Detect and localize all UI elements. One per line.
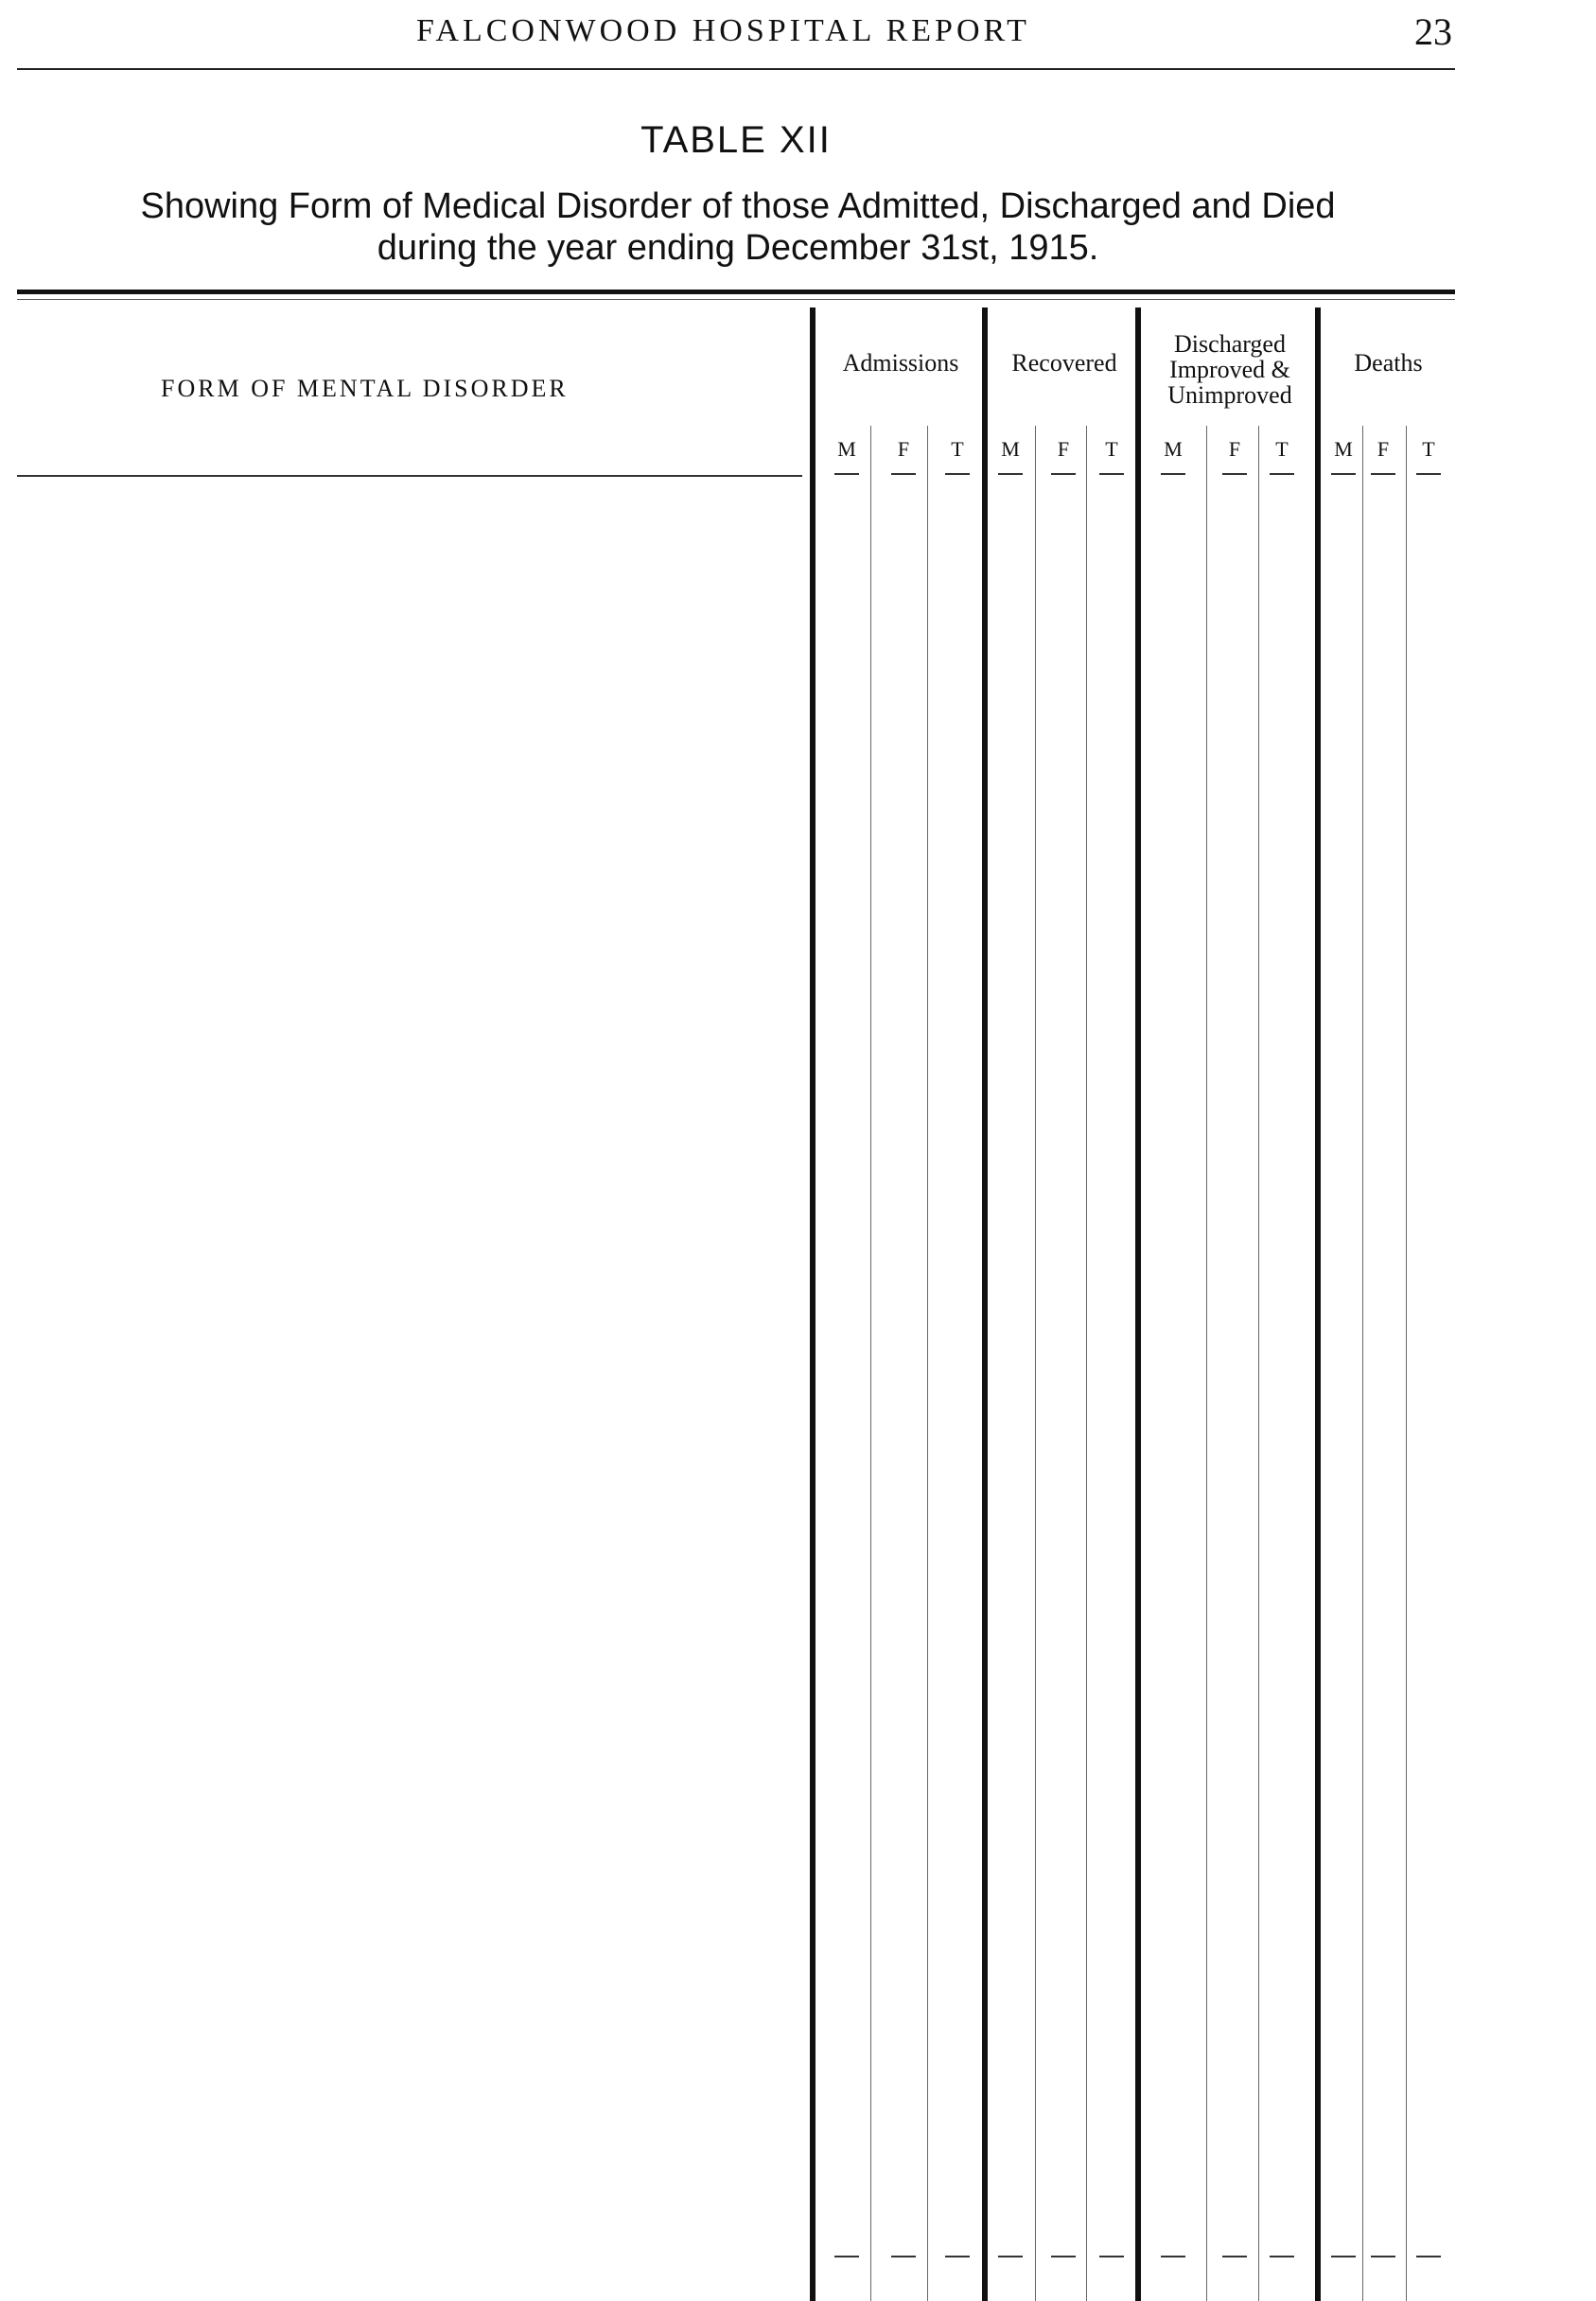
subhead-dash — [1099, 473, 1124, 475]
column-group-rec — [989, 350, 1140, 376]
subhead-m: M — [1164, 437, 1183, 461]
total-rule — [945, 2256, 970, 2257]
total-rule — [891, 2256, 916, 2257]
running-head: FALCONWOOD HOSPITAL REPORT — [416, 13, 1030, 48]
subhead-dash — [1331, 473, 1356, 475]
header-rule — [17, 68, 1455, 70]
total-rule — [834, 2256, 859, 2257]
column-rule — [1135, 307, 1141, 2301]
total-rule — [1051, 2256, 1076, 2257]
caption-line-1: Showing Form of Medical Disorder of those Admitted, Discharged and Died — [140, 186, 1336, 226]
column-group-label-line: Recovered — [1011, 349, 1117, 377]
total-rule — [1099, 2256, 1124, 2257]
subhead-dash — [834, 473, 859, 475]
subhead-f: F — [1228, 437, 1241, 461]
caption-line-2: during the year ending December 31st, 1915. — [377, 228, 1099, 268]
total-rule — [998, 2256, 1023, 2257]
column-rule — [810, 307, 816, 2301]
subhead-t: T — [1105, 437, 1118, 461]
subhead-dash — [945, 473, 970, 475]
column-group-dis — [1140, 331, 1320, 408]
subhead-dash — [891, 473, 916, 475]
column-rule — [870, 426, 871, 2301]
subhead-dash — [998, 473, 1023, 475]
form-of-mental-disorder-heading: FORM OF MENTAL DISORDER — [161, 375, 569, 402]
table-title: TABLE XII — [640, 119, 832, 161]
subhead-dash — [1051, 473, 1076, 475]
column-group-label-line: Discharged — [1174, 330, 1286, 358]
column-rule — [1206, 426, 1207, 2301]
subhead-t: T — [1422, 437, 1435, 461]
column-group-label-line: Improved & — [1169, 356, 1290, 383]
subhead-m: M — [1334, 437, 1353, 461]
subhead-f: F — [1057, 437, 1070, 461]
total-rule — [1222, 2256, 1247, 2257]
total-rule — [1416, 2256, 1441, 2257]
subhead-dash — [1270, 473, 1294, 475]
column-rule — [1362, 426, 1363, 2301]
column-group-dth — [1320, 350, 1457, 376]
column-rule — [982, 307, 988, 2301]
page-number: 23 — [1414, 10, 1452, 53]
column-group-label-line: Unimproved — [1167, 381, 1292, 409]
subhead-dash — [1161, 473, 1185, 475]
total-rule — [1371, 2256, 1395, 2257]
column-rule — [1315, 307, 1321, 2301]
column-group-adm — [816, 350, 986, 376]
subhead-t: T — [1275, 437, 1289, 461]
subhead-f: F — [1377, 437, 1390, 461]
column-rule — [1258, 426, 1259, 2301]
column-group-label-line: Deaths — [1354, 349, 1423, 377]
column-rule — [1406, 426, 1407, 2301]
subhead-dash — [1222, 473, 1247, 475]
total-rule — [1270, 2256, 1294, 2257]
subhead-f: F — [897, 437, 910, 461]
column-rule — [1035, 426, 1036, 2301]
heading-rule — [17, 475, 802, 477]
table-top-rule — [17, 290, 1455, 294]
table-caption — [9, 185, 1466, 269]
subhead-m: M — [1001, 437, 1020, 461]
column-group-label-line: Admissions — [842, 349, 959, 377]
table-top-thin-rule — [17, 299, 1455, 300]
column-rule — [927, 426, 928, 2301]
total-rule — [1161, 2256, 1185, 2257]
column-rule — [1086, 426, 1087, 2301]
subhead-m: M — [837, 437, 856, 461]
subhead-t: T — [951, 437, 964, 461]
subhead-dash — [1416, 473, 1441, 475]
subhead-dash — [1371, 473, 1395, 475]
page-header — [0, 0, 1596, 74]
total-rule — [1331, 2256, 1356, 2257]
